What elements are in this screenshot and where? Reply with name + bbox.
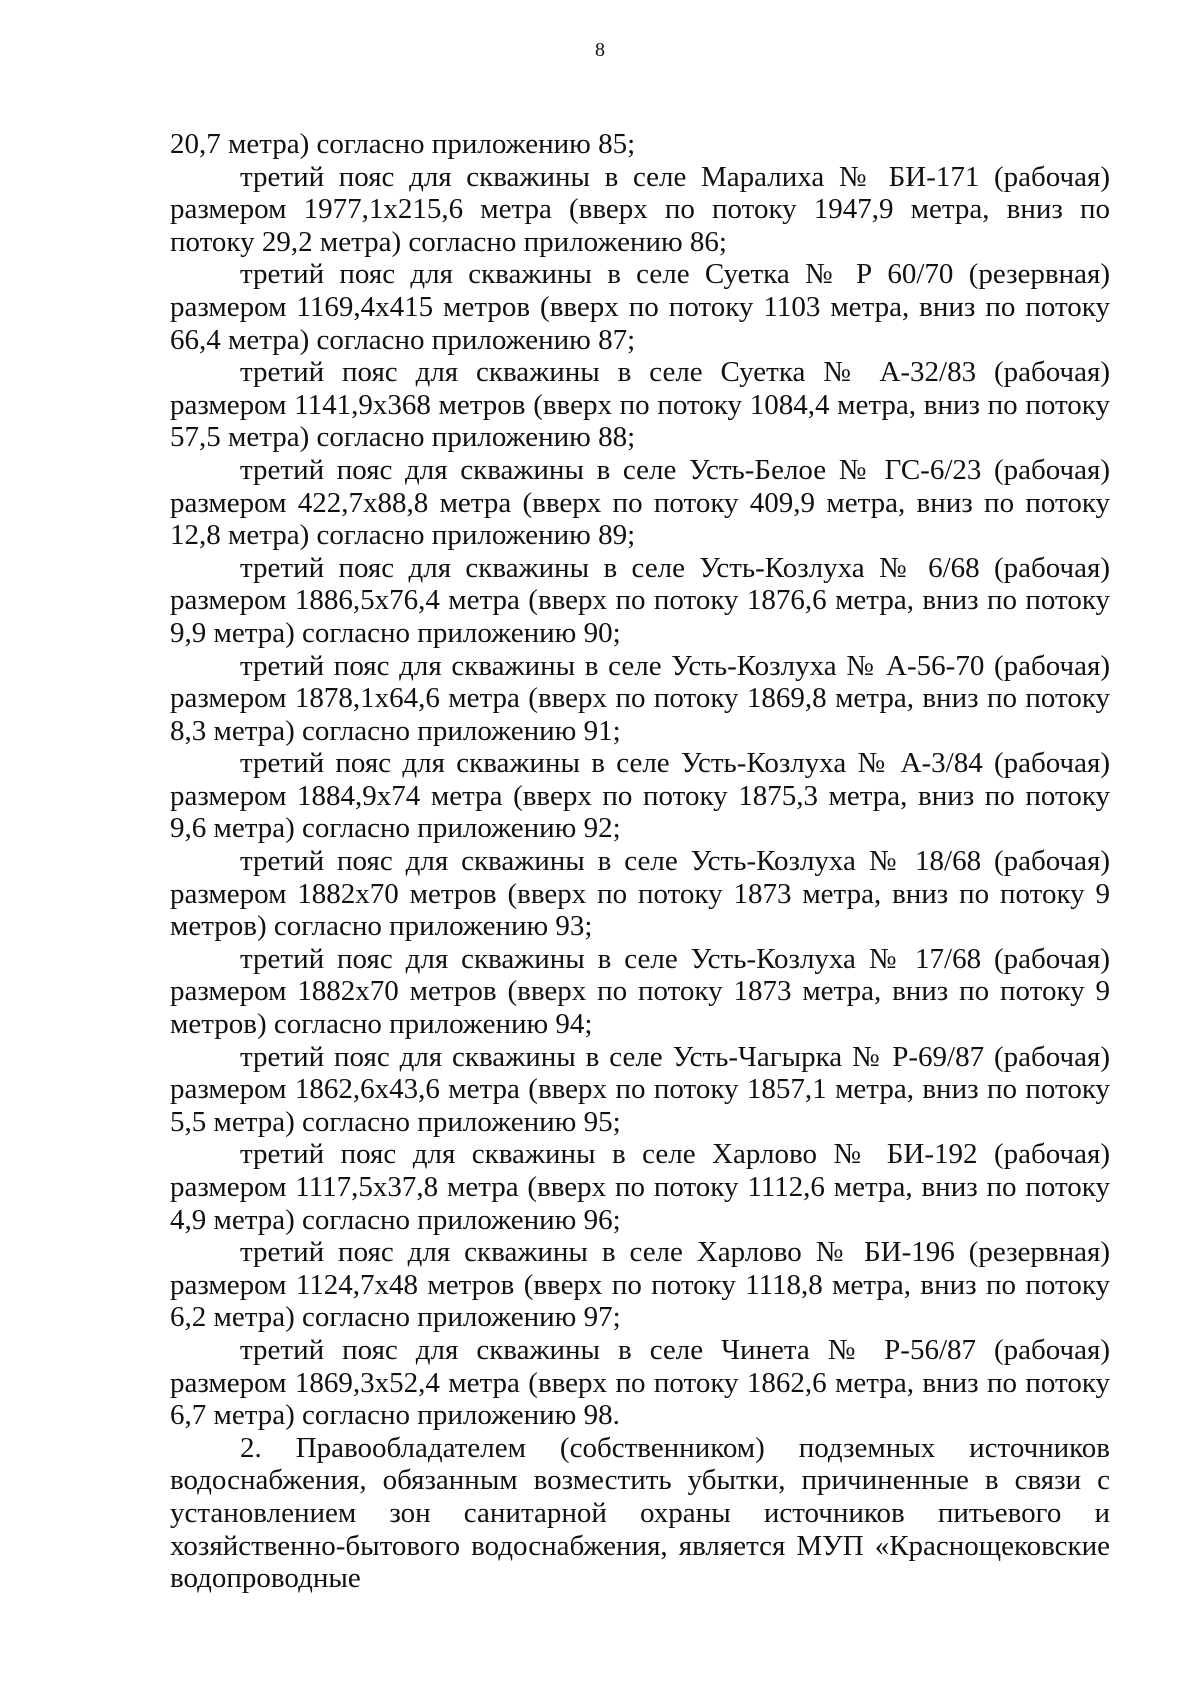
document-body xyxy=(170,128,1110,1595)
paragraph-zone-87: третий пояс для скважины в селе Суетка № Р 60/70 (резервная) размером 1169,4х415 метров (вверх по потоку 1103 метра, вниз по потоку 66,4 метра) согласно приложению 87; xyxy=(170,258,1110,356)
paragraph-section-2: 2. Правообладателем (собственником) подземных источников водоснабжения, обязанным возместить убытки, причиненные в связи с установлением зон санитарной охраны источников питьевого и хозяйственно-бытового водоснабжения, является МУП «Краснощековские водопроводные xyxy=(170,1431,1110,1595)
paragraph-zone-96: третий пояс для скважины в селе Харлово № БИ-192 (рабочая) размером 1117,5х37,8 метра (вверх по потоку 1112,6 метра, вниз по потоку 4,9 метра) согласно приложению 96; xyxy=(170,1138,1110,1236)
paragraph-zone-86: третий пояс для скважины в селе Маралиха № БИ-171 (рабочая) размером 1977,1х215,6 метра (вверх по потоку 1947,9 метра, вниз по потоку 29,2 метра) согласно приложению 86; xyxy=(170,160,1110,258)
paragraph-zone-94: третий пояс для скважины в селе Усть-Козлуха № 17/68 (рабочая) размером 1882х70 метров (вверх по потоку 1873 метра, вниз по потоку 9 метров) согласно приложению 94; xyxy=(170,942,1110,1041)
paragraph-zone-98: третий пояс для скважины в селе Чинета № Р-56/87 (рабочая) размером 1869,3х52,4 метра (вверх по потоку 1862,6 метра, вниз по потоку 6,7 метра) согласно приложению 98. xyxy=(170,1333,1110,1432)
paragraph-zone-88: третий пояс для скважины в селе Суетка № А-32/83 (рабочая) размером 1141,9х368 метров (вверх по потоку 1084,4 метра, вниз по потоку 57,5 метра) согласно приложению 88; xyxy=(170,356,1110,454)
paragraph-zone-93: третий пояс для скважины в селе Усть-Козлуха № 18/68 (рабочая) размером 1882х70 метров (вверх по потоку 1873 метра, вниз по потоку 9 метров) согласно приложению 93; xyxy=(170,845,1110,943)
paragraph-zone-95: третий пояс для скважины в селе Усть-Чагырка № Р-69/87 (рабочая) размером 1862,6х43,6 метра (вверх по потоку 1857,1 метра, вниз по потоку 5,5 метра) согласно приложению 95; xyxy=(170,1040,1110,1138)
page-number: 8 xyxy=(595,39,605,61)
paragraph-zone-97: третий пояс для скважины в селе Харлово № БИ-196 (резервная) размером 1124,7х48 метров (вверх по потоку 1118,8 метра, вниз по потоку 6,2 метра) согласно приложению 97; xyxy=(170,1236,1110,1334)
paragraph-zone-90: третий пояс для скважины в селе Усть-Козлуха № 6/68 (рабочая) размером 1886,5х76,4 метра (вверх по потоку 1876,6 метра, вниз по потоку 9,9 метра) согласно приложению 90; xyxy=(170,551,1110,649)
paragraph-zone-92: третий пояс для скважины в селе Усть-Козлуха № А-3/84 (рабочая) размером 1884,9х74 метра (вверх по потоку 1875,3 метра, вниз по потоку 9,6 метра) согласно приложению 92; xyxy=(170,747,1110,845)
paragraph-zone-91: третий пояс для скважины в селе Усть-Козлуха № А-56-70 (рабочая) размером 1878,1х64,6 метра (вверх по потоку 1869,8 метра, вниз по потоку 8,3 метра) согласно приложению 91; xyxy=(170,649,1110,747)
paragraph-continuation: 20,7 метра) согласно приложению 85; xyxy=(170,128,636,160)
paragraph-zone-89: третий пояс для скважины в селе Усть-Белое № ГС-6/23 (рабочая) размером 422,7х88,8 метра (вверх по потоку 409,9 метра, вниз по потоку 12,8 метра) согласно приложению 89; xyxy=(170,453,1110,552)
